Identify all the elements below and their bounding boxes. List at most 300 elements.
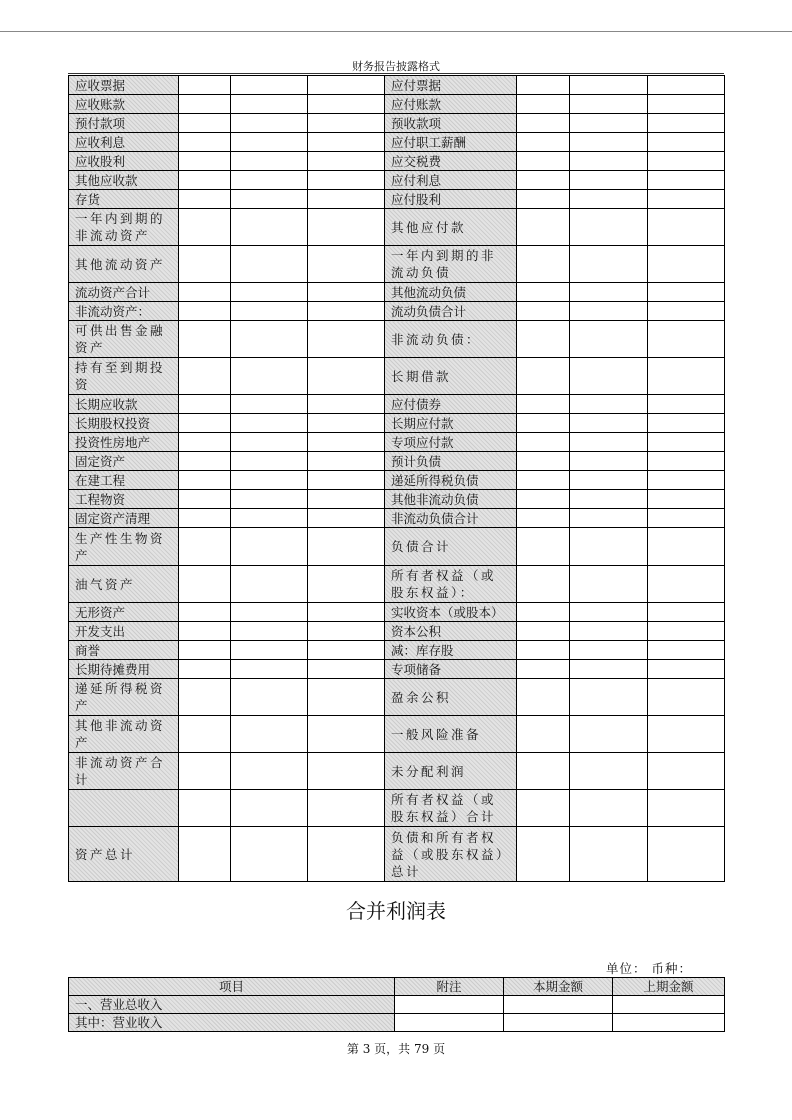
asset-value-cell: [231, 395, 308, 414]
asset-value-cell: [231, 95, 308, 114]
balance-row: [69, 716, 725, 753]
asset-item: 应收利息: [69, 133, 179, 152]
liability-value-cell: [648, 433, 725, 452]
asset-value-cell: [231, 358, 308, 395]
liability-value-cell: [517, 358, 570, 395]
asset-value-cell: [179, 321, 231, 358]
balance-row: [69, 95, 725, 114]
liability-value-cell: [648, 660, 725, 679]
liability-value-cell: [517, 641, 570, 660]
liability-item: 盈余公积: [385, 679, 517, 716]
balance-row: [69, 114, 725, 133]
asset-item: 生产性生物资产: [69, 528, 179, 566]
balance-sheet-table: [68, 75, 725, 882]
asset-value-cell: [179, 283, 231, 302]
liability-value-cell: [570, 622, 648, 641]
liability-value-cell: [517, 716, 570, 753]
asset-value-cell: [179, 528, 231, 566]
asset-item: 长期应收款: [69, 395, 179, 414]
liability-value-cell: [517, 95, 570, 114]
liability-value-cell: [570, 283, 648, 302]
liability-item: 递延所得税负债: [385, 471, 517, 490]
liability-item: 其他非流动负债: [385, 490, 517, 509]
liability-value-cell: [570, 152, 648, 171]
liability-value-cell: [648, 190, 725, 209]
asset-value-cell: [231, 753, 308, 790]
asset-value-cell: [179, 490, 231, 509]
header-prior-amount: 上期金额: [613, 978, 725, 996]
prior-amount-cell: [613, 1014, 725, 1032]
liability-item: 负债合计: [385, 528, 517, 566]
asset-value-cell: [231, 133, 308, 152]
asset-item: 资产总计: [69, 827, 179, 882]
liability-value-cell: [517, 603, 570, 622]
liability-value-cell: [648, 753, 725, 790]
note-cell: [395, 996, 504, 1014]
asset-value-cell: [231, 414, 308, 433]
balance-row: [69, 76, 725, 95]
asset-value-cell: [308, 190, 385, 209]
asset-value-cell: [308, 660, 385, 679]
liability-value-cell: [517, 302, 570, 321]
asset-value-cell: [308, 414, 385, 433]
asset-value-cell: [231, 622, 308, 641]
liability-value-cell: [570, 716, 648, 753]
liability-item: 应付股利: [385, 190, 517, 209]
asset-value-cell: [308, 433, 385, 452]
asset-value-cell: [308, 471, 385, 490]
liability-item: 专项应付款: [385, 433, 517, 452]
asset-value-cell: [179, 622, 231, 641]
asset-value-cell: [231, 641, 308, 660]
asset-item: [69, 790, 179, 827]
asset-value-cell: [231, 114, 308, 133]
liability-item: 应付债券: [385, 395, 517, 414]
asset-value-cell: [231, 246, 308, 283]
asset-value-cell: [231, 603, 308, 622]
liability-value-cell: [517, 566, 570, 603]
liability-value-cell: [648, 566, 725, 603]
asset-value-cell: [308, 114, 385, 133]
asset-value-cell: [179, 603, 231, 622]
asset-value-cell: [179, 790, 231, 827]
asset-value-cell: [308, 395, 385, 414]
asset-value-cell: [308, 790, 385, 827]
asset-item: 投资性房地产: [69, 433, 179, 452]
asset-item: 固定资产清理: [69, 509, 179, 528]
asset-value-cell: [179, 566, 231, 603]
liability-value-cell: [517, 209, 570, 246]
liability-value-cell: [517, 433, 570, 452]
liability-value-cell: [517, 321, 570, 358]
liability-value-cell: [570, 133, 648, 152]
balance-row: [69, 246, 725, 283]
asset-value-cell: [231, 171, 308, 190]
liability-value-cell: [570, 660, 648, 679]
asset-value-cell: [231, 190, 308, 209]
asset-value-cell: [231, 152, 308, 171]
balance-row: [69, 395, 725, 414]
income-item: 一、营业总收入: [69, 996, 395, 1014]
asset-value-cell: [179, 190, 231, 209]
liability-value-cell: [648, 358, 725, 395]
asset-value-cell: [179, 302, 231, 321]
income-header-row: [69, 978, 725, 996]
liability-value-cell: [570, 76, 648, 95]
asset-item: 长期股权投资: [69, 414, 179, 433]
balance-row: [69, 471, 725, 490]
liability-value-cell: [648, 790, 725, 827]
asset-value-cell: [179, 433, 231, 452]
top-rule: [0, 31, 792, 32]
asset-value-cell: [308, 133, 385, 152]
asset-item: 开发支出: [69, 622, 179, 641]
liability-value-cell: [648, 76, 725, 95]
asset-value-cell: [179, 414, 231, 433]
asset-item: 非流动资产合计: [69, 753, 179, 790]
liability-item: 预计负债: [385, 452, 517, 471]
balance-row: [69, 622, 725, 641]
page-footer: 第 3 页，共 79 页: [346, 1042, 446, 1056]
asset-value-cell: [231, 566, 308, 603]
liability-value-cell: [570, 528, 648, 566]
asset-value-cell: [179, 641, 231, 660]
liability-value-cell: [648, 679, 725, 716]
balance-row: [69, 528, 725, 566]
balance-row: [69, 641, 725, 660]
balance-row: [69, 209, 725, 246]
liability-value-cell: [517, 395, 570, 414]
asset-value-cell: [231, 528, 308, 566]
asset-value-cell: [308, 509, 385, 528]
balance-row: [69, 509, 725, 528]
liability-value-cell: [570, 603, 648, 622]
asset-value-cell: [231, 660, 308, 679]
liability-value-cell: [648, 716, 725, 753]
balance-row: [69, 490, 725, 509]
liability-value-cell: [648, 471, 725, 490]
liability-value-cell: [570, 827, 648, 882]
liability-value-cell: [648, 452, 725, 471]
asset-value-cell: [179, 152, 231, 171]
asset-value-cell: [308, 152, 385, 171]
asset-value-cell: [308, 566, 385, 603]
liability-value-cell: [570, 302, 648, 321]
liability-value-cell: [517, 509, 570, 528]
liability-value-cell: [570, 433, 648, 452]
liability-item: 应付账款: [385, 95, 517, 114]
asset-value-cell: [179, 679, 231, 716]
liability-value-cell: [648, 414, 725, 433]
balance-row: [69, 414, 725, 433]
asset-value-cell: [231, 509, 308, 528]
asset-value-cell: [308, 827, 385, 882]
liability-value-cell: [570, 95, 648, 114]
liability-item: 长期借款: [385, 358, 517, 395]
asset-value-cell: [179, 246, 231, 283]
asset-value-cell: [231, 679, 308, 716]
asset-value-cell: [308, 452, 385, 471]
liability-value-cell: [648, 321, 725, 358]
asset-item: 非流动资产：: [69, 302, 179, 321]
asset-value-cell: [308, 528, 385, 566]
asset-value-cell: [179, 133, 231, 152]
balance-row: [69, 827, 725, 882]
asset-value-cell: [231, 827, 308, 882]
balance-row: [69, 190, 725, 209]
liability-item: 专项储备: [385, 660, 517, 679]
asset-value-cell: [308, 209, 385, 246]
asset-value-cell: [179, 209, 231, 246]
balance-sheet-body: [69, 76, 725, 882]
liability-value-cell: [570, 641, 648, 660]
asset-item: 应收股利: [69, 152, 179, 171]
asset-value-cell: [179, 660, 231, 679]
asset-value-cell: [308, 95, 385, 114]
header-note: 附注: [395, 978, 504, 996]
liability-item: 负债和所有者权益（或股东权益）总计: [385, 827, 517, 882]
liability-value-cell: [517, 76, 570, 95]
liability-value-cell: [648, 603, 725, 622]
asset-value-cell: [179, 471, 231, 490]
income-statement-table: [68, 977, 725, 1032]
header-item: 项目: [69, 978, 395, 996]
liability-value-cell: [570, 209, 648, 246]
liability-value-cell: [517, 679, 570, 716]
liability-value-cell: [517, 753, 570, 790]
asset-item: 长期待摊费用: [69, 660, 179, 679]
balance-row: [69, 566, 725, 603]
header-rule: [68, 73, 724, 74]
liability-item: 非流动负债合计: [385, 509, 517, 528]
asset-value-cell: [308, 622, 385, 641]
liability-item: 应交税费: [385, 152, 517, 171]
liability-value-cell: [517, 471, 570, 490]
liability-value-cell: [570, 246, 648, 283]
asset-value-cell: [308, 246, 385, 283]
liability-item: 未分配利润: [385, 753, 517, 790]
liability-value-cell: [570, 452, 648, 471]
asset-value-cell: [231, 433, 308, 452]
liability-value-cell: [648, 641, 725, 660]
asset-item: 持有至到期投资: [69, 358, 179, 395]
liability-item: 所有者权益（或股东权益）：: [385, 566, 517, 603]
asset-value-cell: [231, 716, 308, 753]
liability-value-cell: [648, 509, 725, 528]
income-row: [69, 1014, 725, 1032]
liability-value-cell: [648, 246, 725, 283]
asset-value-cell: [308, 490, 385, 509]
asset-value-cell: [179, 171, 231, 190]
asset-value-cell: [179, 358, 231, 395]
liability-value-cell: [570, 490, 648, 509]
asset-value-cell: [231, 490, 308, 509]
liability-item: 其他流动负债: [385, 283, 517, 302]
liability-item: 长期应付款: [385, 414, 517, 433]
current-amount-cell: [504, 1014, 613, 1032]
liability-value-cell: [570, 395, 648, 414]
liability-value-cell: [517, 414, 570, 433]
liability-value-cell: [570, 753, 648, 790]
liability-item: 实收资本（或股本）: [385, 603, 517, 622]
asset-item: 其他非流动资产: [69, 716, 179, 753]
liability-item: 减：库存股: [385, 641, 517, 660]
income-statement-body: [69, 996, 725, 1032]
unit-currency-line: 单位： 币种：: [606, 961, 692, 976]
asset-value-cell: [308, 603, 385, 622]
liability-item: 非流动负债：: [385, 321, 517, 358]
asset-value-cell: [231, 452, 308, 471]
liability-value-cell: [517, 152, 570, 171]
asset-item: 流动资产合计: [69, 283, 179, 302]
asset-value-cell: [179, 95, 231, 114]
liability-value-cell: [648, 622, 725, 641]
balance-row: [69, 171, 725, 190]
liability-value-cell: [570, 171, 648, 190]
liability-value-cell: [648, 395, 725, 414]
page-header: 财务报告披露格式: [352, 60, 440, 73]
liability-value-cell: [570, 679, 648, 716]
asset-value-cell: [179, 509, 231, 528]
prior-amount-cell: [613, 996, 725, 1014]
liability-value-cell: [648, 528, 725, 566]
liability-value-cell: [517, 190, 570, 209]
asset-value-cell: [308, 358, 385, 395]
liability-value-cell: [648, 827, 725, 882]
balance-row: [69, 133, 725, 152]
asset-value-cell: [231, 302, 308, 321]
liability-value-cell: [517, 171, 570, 190]
liability-value-cell: [517, 452, 570, 471]
asset-value-cell: [179, 395, 231, 414]
asset-item: 商誉: [69, 641, 179, 660]
liability-value-cell: [570, 790, 648, 827]
liability-value-cell: [570, 114, 648, 133]
income-row: [69, 996, 725, 1014]
liability-value-cell: [648, 133, 725, 152]
asset-item: 存货: [69, 190, 179, 209]
liability-value-cell: [570, 190, 648, 209]
asset-value-cell: [231, 471, 308, 490]
note-cell: [395, 1014, 504, 1032]
balance-row: [69, 283, 725, 302]
liability-value-cell: [517, 528, 570, 566]
balance-row: [69, 660, 725, 679]
asset-item: 工程物资: [69, 490, 179, 509]
asset-value-cell: [179, 76, 231, 95]
asset-item: 其他应收款: [69, 171, 179, 190]
liability-item: 一年内到期的非流动负债: [385, 246, 517, 283]
income-statement-title: 合并利润表: [346, 899, 446, 923]
liability-value-cell: [517, 660, 570, 679]
asset-value-cell: [231, 321, 308, 358]
asset-item: 应收账款: [69, 95, 179, 114]
liability-value-cell: [517, 622, 570, 641]
asset-value-cell: [231, 209, 308, 246]
balance-row: [69, 152, 725, 171]
liability-value-cell: [570, 471, 648, 490]
balance-row: [69, 790, 725, 827]
current-amount-cell: [504, 996, 613, 1014]
balance-row: [69, 603, 725, 622]
liability-value-cell: [648, 302, 725, 321]
liability-value-cell: [517, 133, 570, 152]
liability-value-cell: [517, 114, 570, 133]
asset-value-cell: [308, 302, 385, 321]
asset-value-cell: [308, 716, 385, 753]
header-current-amount: 本期金额: [504, 978, 613, 996]
income-item: 其中：营业收入: [69, 1014, 395, 1032]
asset-item: 一年内到期的非流动资产: [69, 209, 179, 246]
balance-row: [69, 753, 725, 790]
asset-item: 其他流动资产: [69, 246, 179, 283]
asset-item: 在建工程: [69, 471, 179, 490]
liability-value-cell: [517, 246, 570, 283]
liability-item: 资本公积: [385, 622, 517, 641]
asset-item: 无形资产: [69, 603, 179, 622]
asset-value-cell: [308, 679, 385, 716]
liability-value-cell: [517, 490, 570, 509]
asset-value-cell: [308, 641, 385, 660]
asset-item: 预付款项: [69, 114, 179, 133]
asset-value-cell: [308, 321, 385, 358]
asset-item: 固定资产: [69, 452, 179, 471]
balance-row: [69, 302, 725, 321]
liability-value-cell: [648, 171, 725, 190]
asset-value-cell: [308, 76, 385, 95]
liability-value-cell: [517, 790, 570, 827]
liability-value-cell: [570, 358, 648, 395]
liability-item: 流动负债合计: [385, 302, 517, 321]
asset-value-cell: [179, 753, 231, 790]
asset-value-cell: [231, 790, 308, 827]
liability-item: 应付职工薪酬: [385, 133, 517, 152]
asset-item: 应收票据: [69, 76, 179, 95]
liability-value-cell: [517, 827, 570, 882]
liability-value-cell: [570, 414, 648, 433]
asset-value-cell: [179, 827, 231, 882]
liability-value-cell: [648, 114, 725, 133]
asset-value-cell: [179, 716, 231, 753]
liability-value-cell: [570, 321, 648, 358]
balance-row: [69, 321, 725, 358]
balance-row: [69, 452, 725, 471]
asset-value-cell: [308, 283, 385, 302]
asset-value-cell: [308, 753, 385, 790]
asset-value-cell: [308, 171, 385, 190]
liability-value-cell: [648, 283, 725, 302]
asset-value-cell: [231, 76, 308, 95]
liability-item: 其他应付款: [385, 209, 517, 246]
liability-value-cell: [570, 509, 648, 528]
liability-value-cell: [648, 490, 725, 509]
liability-value-cell: [570, 566, 648, 603]
liability-value-cell: [648, 209, 725, 246]
balance-row: [69, 679, 725, 716]
liability-item: 应付利息: [385, 171, 517, 190]
asset-item: 油气资产: [69, 566, 179, 603]
liability-value-cell: [648, 152, 725, 171]
balance-row: [69, 358, 725, 395]
asset-value-cell: [179, 114, 231, 133]
liability-item: 一般风险准备: [385, 716, 517, 753]
asset-value-cell: [231, 283, 308, 302]
liability-item: 应付票据: [385, 76, 517, 95]
asset-item: 可供出售金融资产: [69, 321, 179, 358]
asset-value-cell: [179, 452, 231, 471]
balance-row: [69, 433, 725, 452]
liability-value-cell: [648, 95, 725, 114]
